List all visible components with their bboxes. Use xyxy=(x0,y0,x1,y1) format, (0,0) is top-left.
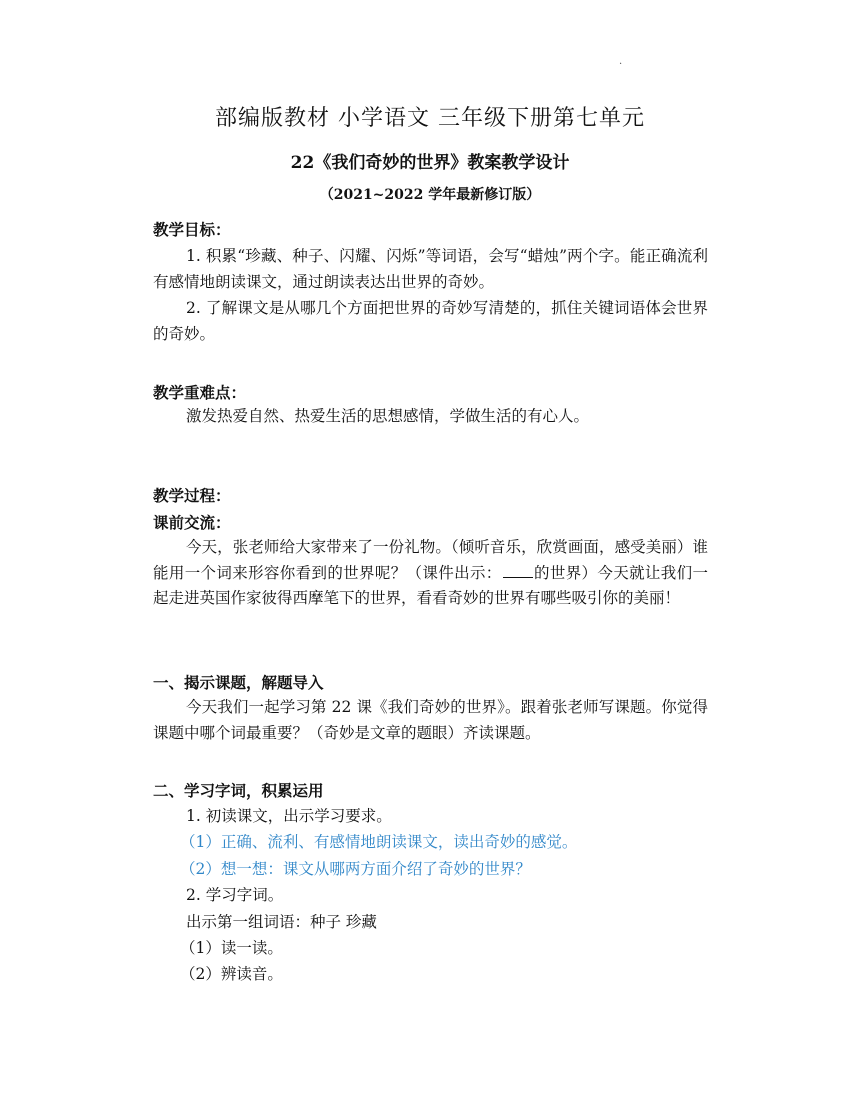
page-title: 部编版教材 小学语文 三年级下册第七单元 xyxy=(215,106,645,131)
lesson-title: 22《我们奇妙的世界》教案教学设计 xyxy=(290,153,570,173)
edition-label: （2021~2022 学年最新修订版） xyxy=(319,187,541,203)
pre-class-text-a: 今天，张老师给大家带来了一份礼物。（倾听音乐，欣赏画面，感受美丽）谁能用一个词来形容你看到的世界呢？（课件出示： xyxy=(153,538,708,582)
focus-heading: 教学重难点： xyxy=(153,383,247,402)
goal-item-2: 2. 了解课文是从哪几个方面把世界的奇妙写清楚的，抓住关键词语体会世界的奇妙。 xyxy=(153,299,708,343)
focus-text: 激发热爱自然、热爱生活的思想感情，学做生活的有心人。 xyxy=(186,407,590,425)
section2-line-1: 1. 初读课文，出示学习要求。 xyxy=(186,807,392,825)
fill-in-blank xyxy=(503,562,533,578)
requirement-2: （2）想一想：课文从哪两方面介绍了奇妙的世界？ xyxy=(180,860,531,878)
pre-class-text xyxy=(153,535,708,612)
section1-text: 今天我们一起学习第 22 课《我们奇妙的世界》。跟着张老师写课题。你觉得课题中哪个词最重要？（奇妙是文章的题眼）齐读课题。 xyxy=(153,698,708,742)
word-group-1: 出示第一组词语：种子 珍藏 xyxy=(186,913,377,931)
section2-line-2: 2. 学习字词。 xyxy=(186,886,284,904)
goals-heading: 教学目标： xyxy=(153,220,231,239)
goal-item-1: 1. 积累“珍藏、种子、闪耀、闪烁”等词语，会写“蜡烛”两个字。能正确流利有感情地朗读课文，通过朗读表达出世界的奇妙。 xyxy=(153,247,708,291)
section2-heading: 二、学习字词，积累运用 xyxy=(153,781,324,800)
step-pronunciation: （2）辨读音。 xyxy=(180,965,283,983)
pre-class-heading: 课前交流： xyxy=(153,513,231,532)
process-heading: 教学过程： xyxy=(153,486,231,505)
requirement-1: （1）正确、流利、有感情地朗读课文，读出奇妙的感觉。 xyxy=(180,833,578,851)
step-read: （1）读一读。 xyxy=(180,939,283,957)
page-dot: . xyxy=(619,56,623,67)
section1-heading: 一、揭示课题，解题导入 xyxy=(153,673,324,692)
pre-class-text-b: 的世界）今天就让我们一起走进英国作家彼得西摩笔下的世界，看看奇妙的世界有哪些吸引你的美丽！ xyxy=(153,563,708,607)
